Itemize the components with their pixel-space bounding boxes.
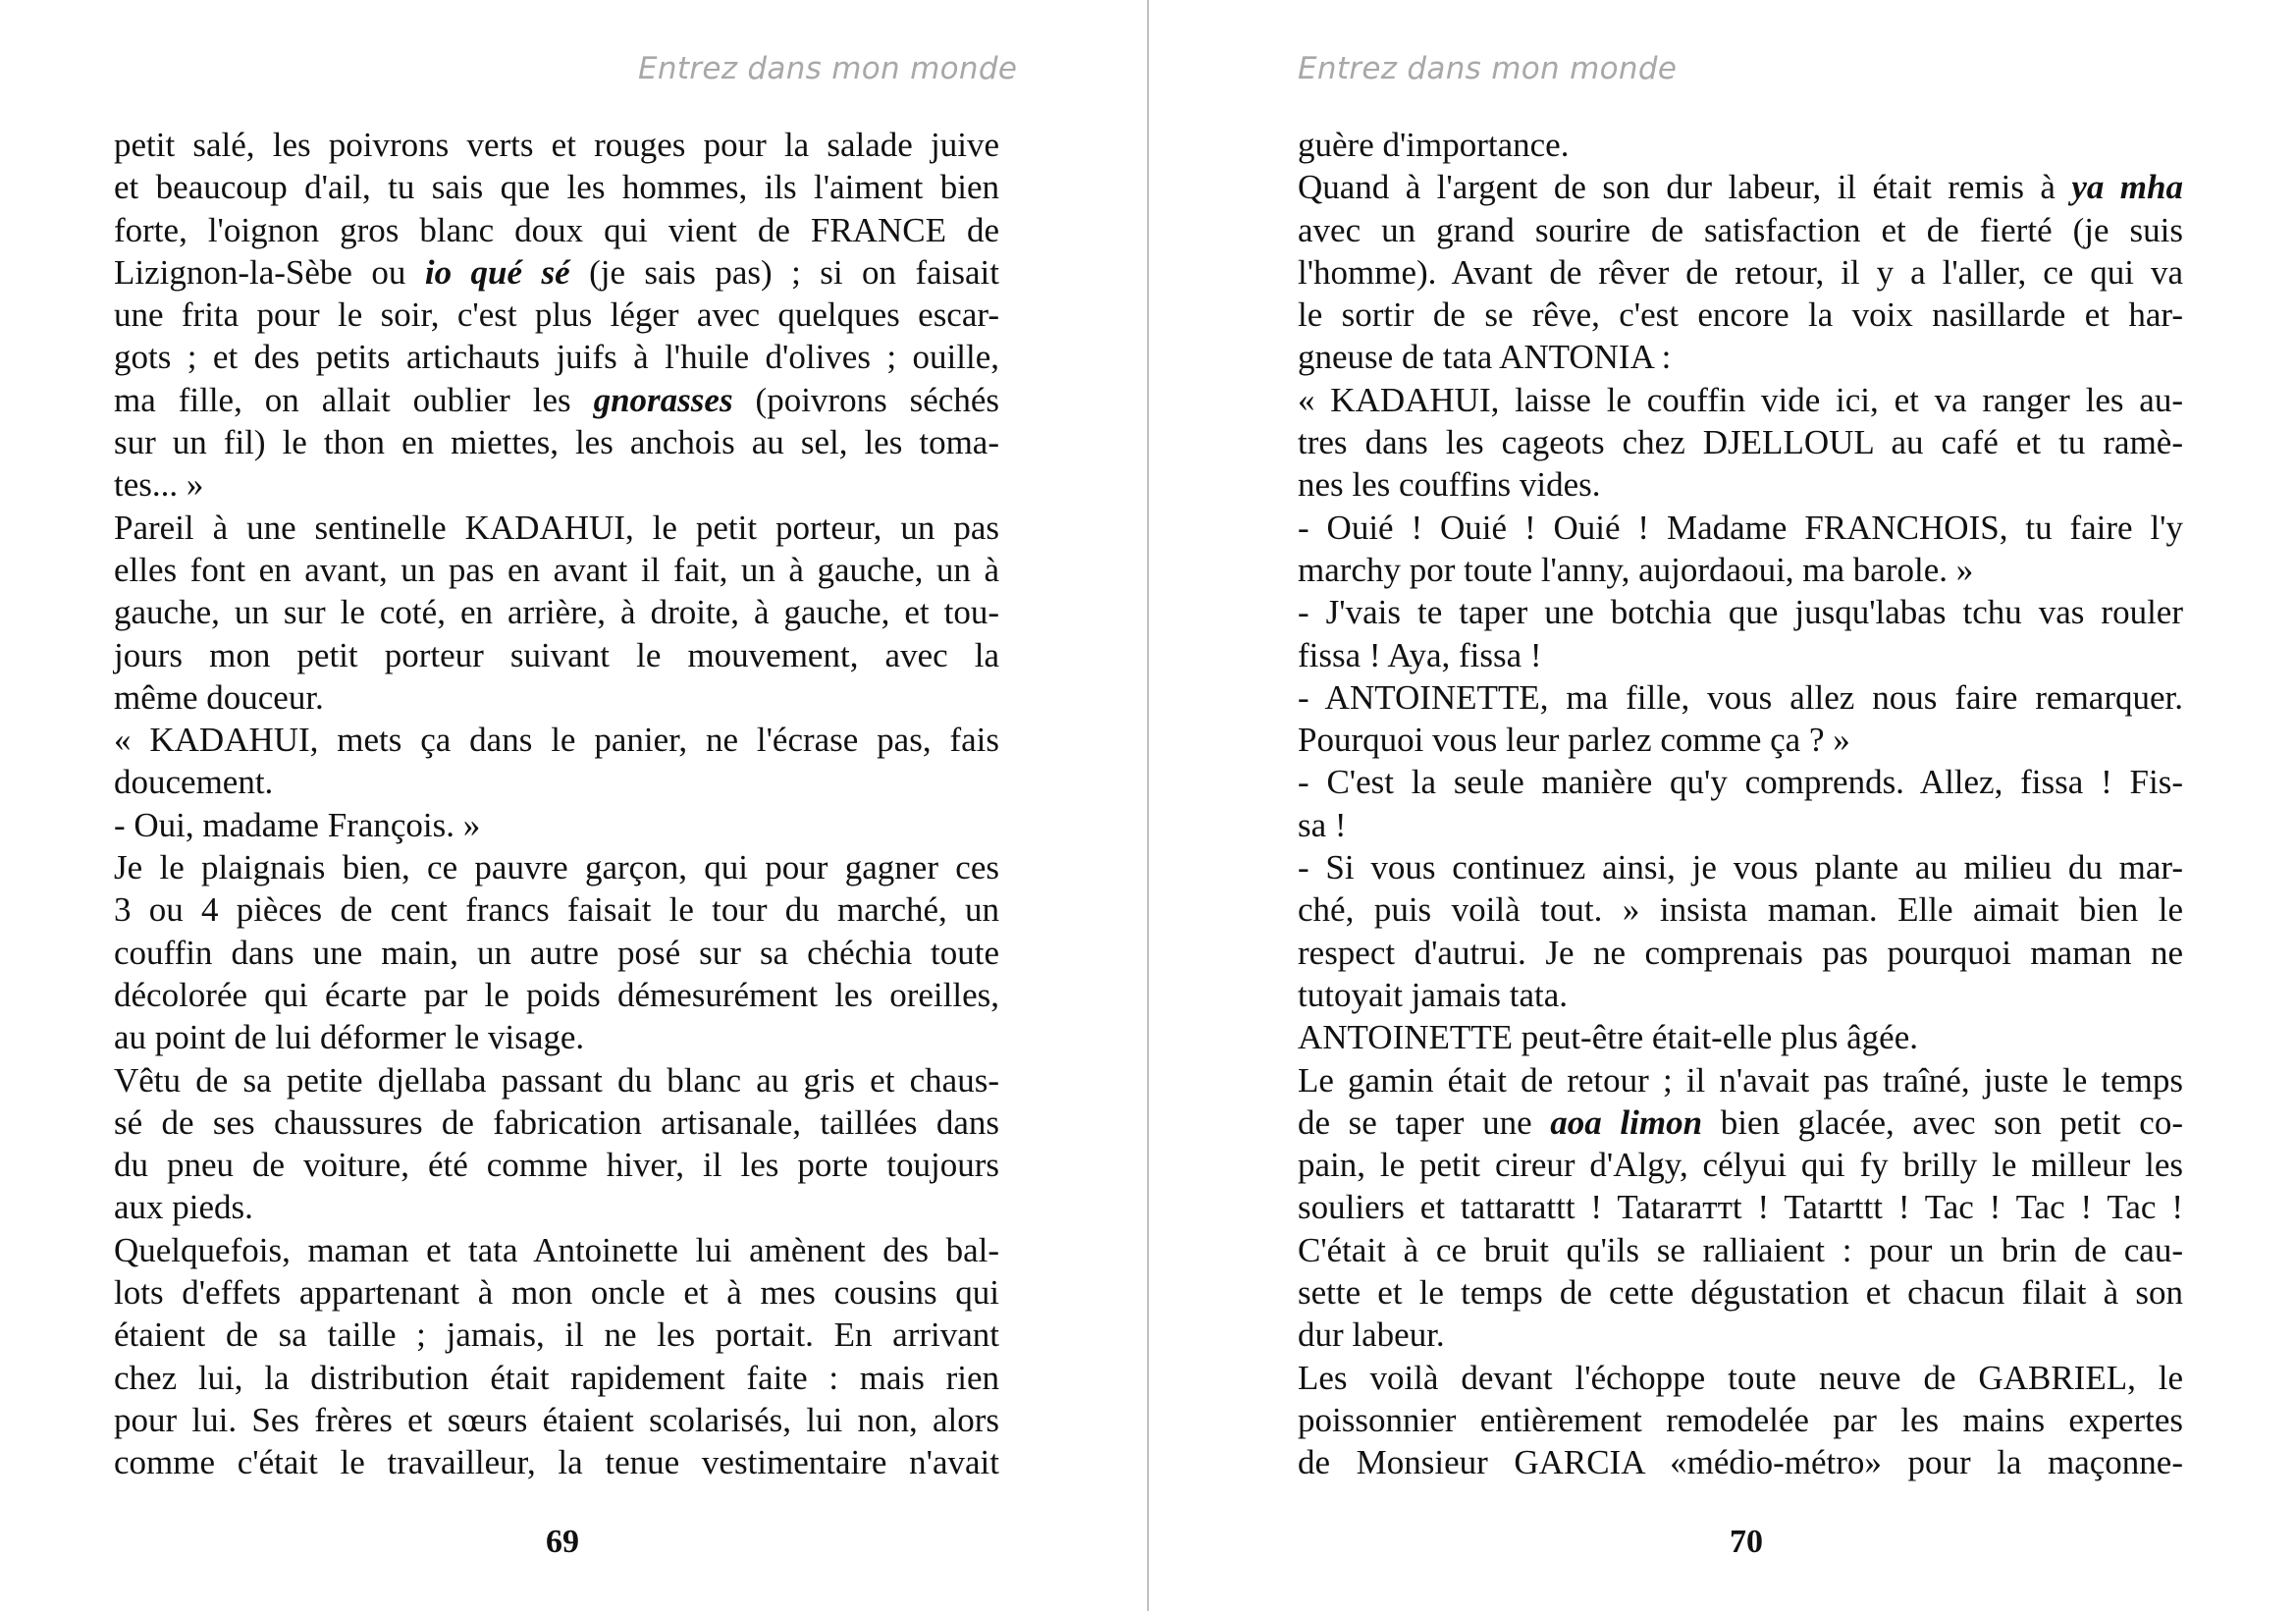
text-run: sa !: [1298, 805, 1347, 844]
body-text: [114, 124, 999, 1484]
text-line: [114, 1441, 999, 1483]
text-line: [114, 1271, 999, 1314]
text-run: marchy por toute l'anny, aujordaoui, ma barole. »: [1298, 550, 1974, 589]
text-line: [114, 251, 999, 294]
text-line: [114, 1101, 999, 1144]
text-run: même douceur.: [114, 677, 324, 717]
text-line: [114, 1229, 999, 1271]
text-line: [1298, 251, 2183, 294]
text-line: [114, 1314, 999, 1356]
text-run: gots ; et des petits artichauts juifs à l'huile d'olives ; ouille,: [114, 338, 999, 377]
text-line: [1298, 634, 2183, 676]
text-run: Quelquefois, maman et tata Antoinette lui amènent des bal-: [114, 1230, 999, 1269]
text-run: Je le plaignais bien, ce pauvre garçon, qui pour gagner ces: [114, 848, 999, 887]
text-line: [1298, 463, 2183, 506]
text-run: Pourquoi vous leur parlez comme ça ? »: [1298, 721, 1850, 760]
text-line: [1298, 1229, 2183, 1271]
text-line: [114, 124, 999, 166]
text-line: [114, 336, 999, 378]
text-line: [114, 804, 999, 846]
text-run: poissonnier entièrement remodelée par les mains expertes: [1298, 1400, 2183, 1439]
text-run: forte, l'oignon gros blanc doux qui vient de FRANCE de: [114, 210, 999, 249]
text-line: [1298, 507, 2183, 549]
text-line: [1298, 804, 2183, 846]
text-run: du pneu de voiture, été comme hiver, il les porte toujours: [114, 1146, 999, 1185]
text-run: tres dans les cageots chez DJELLOUL au café et tu ramè-: [1298, 423, 2183, 462]
text-line: [114, 379, 999, 421]
text-line: [1298, 1016, 2183, 1058]
text-run: - Ouié ! Ouié ! Ouié ! Madame FRANCHOIS, tu faire l'y: [1298, 508, 2183, 547]
text-run: gauche, un sur le coté, en arrière, à droite, à gauche, et tou-: [114, 593, 999, 632]
text-run: respect d'autrui. Je ne comprenais pas pourquoi maman ne: [1298, 933, 2183, 972]
text-run: - ANTOINETTE, ma fille, vous allez nous faire remarquer.: [1298, 677, 2183, 717]
text-line: [1298, 166, 2183, 208]
running-head: Entrez dans mon monde: [1298, 51, 1678, 86]
text-line: [1298, 974, 2183, 1016]
text-run: fissa ! Aya, fissa !: [1298, 635, 1542, 674]
text-run: ma fille, on allait oublier les: [114, 380, 594, 419]
text-line: [1298, 888, 2183, 931]
text-line: [1298, 591, 2183, 633]
text-run: - Si vous continuez ainsi, je vous plante au milieu du mar-: [1298, 848, 2183, 887]
text-run: (je sais pas) ; si on faisait: [569, 252, 1000, 292]
text-run: - J'vais te taper une botchia que jusqu'labas tchu vas rouler: [1298, 593, 2183, 632]
text-line: [114, 1059, 999, 1101]
text-run: guère d'importance.: [1298, 126, 1570, 164]
text-line: [1298, 1399, 2183, 1441]
text-run: ANTOINETTE peut-être était-elle plus âgée.: [1298, 1018, 1918, 1057]
text-line: [114, 1357, 999, 1399]
text-line: [114, 507, 999, 549]
text-line: [114, 634, 999, 676]
text-run: jours mon petit porteur suivant le mouvement, avec la: [114, 635, 999, 674]
text-run: comme c'était le travailleur, la tenue vestimentaire n'avait: [114, 1443, 999, 1482]
text-run: Le gamin était de retour ; il n'avait pas traîné, juste le temps: [1298, 1060, 2183, 1100]
text-run: dur labeur.: [1298, 1316, 1445, 1355]
right-page: [1148, 0, 2296, 1611]
text-line: [114, 1186, 999, 1228]
text-run: Lizignon-la-Sèbe ou: [114, 252, 425, 292]
emphasized-term: gnorasses: [593, 380, 733, 419]
text-run: « KADAHUI, laisse le couffin vide ici, et va ranger les au-: [1298, 380, 2183, 419]
text-line: [114, 421, 999, 463]
text-line: [1298, 1314, 2183, 1356]
emphasized-term: io qué sé: [424, 252, 570, 292]
emphasized-term: ya mha: [2071, 168, 2183, 207]
text-line: [1298, 719, 2183, 761]
text-run: souliers et tattarattt ! Tataraттt ! Tatarttt ! Tac ! Tac ! Tac !: [1298, 1188, 2183, 1227]
text-run: - Oui, madame François. »: [114, 805, 481, 844]
text-line: [1298, 549, 2183, 591]
text-line: [1298, 294, 2183, 336]
text-run: pain, le petit cireur d'Algy, célyui qui fy brilly le milleur les: [1298, 1146, 2183, 1185]
text-run: le sortir de se rêve, c'est encore la voix nasillarde et har-: [1298, 295, 2183, 335]
text-run: tutoyait jamais tata.: [1298, 975, 1569, 1014]
text-run: l'homme). Avant de rêver de retour, il y a l'aller, ce qui va: [1298, 252, 2183, 292]
text-run: « KADAHUI, mets ça dans le panier, ne l'écrase pas, fais: [114, 721, 999, 760]
text-line: [1298, 379, 2183, 421]
text-run: aux pieds.: [114, 1188, 253, 1227]
text-line: [1298, 1441, 2183, 1483]
body-text: [1298, 124, 2183, 1484]
text-line: [1298, 1271, 2183, 1314]
text-run: doucement.: [114, 763, 274, 802]
text-run: et beaucoup d'ail, tu sais que les hommes, ils l'aiment bien: [114, 168, 999, 207]
text-run: 3 ou 4 pièces de cent francs faisait le tour du marché, un: [114, 890, 999, 930]
text-line: [114, 166, 999, 208]
text-line: [114, 549, 999, 591]
text-line: [1298, 336, 2183, 378]
text-run: une frita pour le soir, c'est plus léger avec quelques escar-: [114, 295, 999, 335]
text-run: Les voilà devant l'échoppe toute neuve de GABRIEL, le: [1298, 1358, 2183, 1397]
text-line: [1298, 209, 2183, 251]
text-run: étaient de sa taille ; jamais, il ne les portait. En arrivant: [114, 1316, 999, 1355]
text-run: ché, puis voilà tout. » insista maman. Elle aimait bien le: [1298, 890, 2183, 930]
text-line: [114, 932, 999, 974]
page-number: 70: [1730, 1524, 1763, 1560]
text-run: décolorée qui écarte par le poids démesurément les oreilles,: [114, 975, 999, 1014]
text-run: (poivrons séchés: [732, 380, 999, 419]
text-line: [114, 676, 999, 719]
text-line: [1298, 1186, 2183, 1228]
text-run: sette et le temps de cette dégustation et chacun filait à son: [1298, 1273, 2183, 1313]
text-run: Pareil à une sentinelle KADAHUI, le petit porteur, un pas: [114, 508, 999, 547]
text-line: [114, 1144, 999, 1186]
text-run: tes... »: [114, 465, 204, 505]
text-line: [114, 846, 999, 888]
text-run: couffin dans une main, un autre posé sur sa chéchia toute: [114, 933, 999, 972]
text-run: sur un fil) le thon en miettes, les anchois au sel, les toma-: [114, 423, 999, 462]
text-line: [114, 463, 999, 506]
text-run: de se taper une: [1298, 1102, 1551, 1142]
text-line: [1298, 1144, 2183, 1186]
text-run: gneuse de tata ANTONIA :: [1298, 338, 1672, 377]
running-head: Entrez dans mon monde: [638, 51, 1018, 86]
text-run: Vêtu de sa petite djellaba passant du blanc au gris et chaus-: [114, 1060, 999, 1100]
text-line: [1298, 124, 2183, 166]
text-line: [1298, 761, 2183, 803]
text-line: [114, 591, 999, 633]
text-run: de Monsieur GARCIA «médio-métro» pour la maçonne-: [1298, 1443, 2183, 1482]
text-run: Quand à l'argent de son dur labeur, il était remis à: [1298, 168, 2072, 207]
text-line: [1298, 421, 2183, 463]
text-run: petit salé, les poivrons verts et rouges pour la salade juive: [114, 126, 999, 164]
text-line: [1298, 932, 2183, 974]
emphasized-term: aoa limon: [1550, 1102, 1703, 1142]
text-line: [114, 719, 999, 761]
text-run: nes les couffins vides.: [1298, 465, 1601, 505]
text-run: au point de lui déformer le visage.: [114, 1018, 585, 1057]
text-run: pour lui. Ses frères et sœurs étaient scolarisés, lui non, alors: [114, 1400, 999, 1439]
text-line: [1298, 846, 2183, 888]
text-run: sé de ses chaussures de fabrication artisanale, taillées dans: [114, 1102, 999, 1142]
text-run: - C'est la seule manière qu'y comprends. Allez, fissa ! Fis-: [1298, 763, 2183, 802]
text-run: C'était à ce bruit qu'ils se ralliaient : pour un brin de cau-: [1298, 1230, 2183, 1269]
text-line: [114, 294, 999, 336]
text-run: avec un grand sourire de satisfaction et de fierté (je suis: [1298, 210, 2183, 249]
text-line: [114, 1399, 999, 1441]
text-run: lots d'effets appartenant à mon oncle et à mes cousins qui: [114, 1273, 999, 1313]
text-line: [1298, 676, 2183, 719]
page-number: 69: [546, 1524, 579, 1560]
text-line: [114, 209, 999, 251]
text-run: elles font en avant, un pas en avant il fait, un à gauche, un à: [114, 550, 999, 589]
text-line: [114, 761, 999, 803]
text-run: chez lui, la distribution était rapidement faite : mais rien: [114, 1358, 999, 1397]
text-run: bien glacée, avec son petit co-: [1702, 1102, 2183, 1142]
text-line: [114, 974, 999, 1016]
text-line: [114, 1016, 999, 1058]
text-line: [114, 888, 999, 931]
text-line: [1298, 1357, 2183, 1399]
text-line: [1298, 1059, 2183, 1101]
text-line: [1298, 1101, 2183, 1144]
